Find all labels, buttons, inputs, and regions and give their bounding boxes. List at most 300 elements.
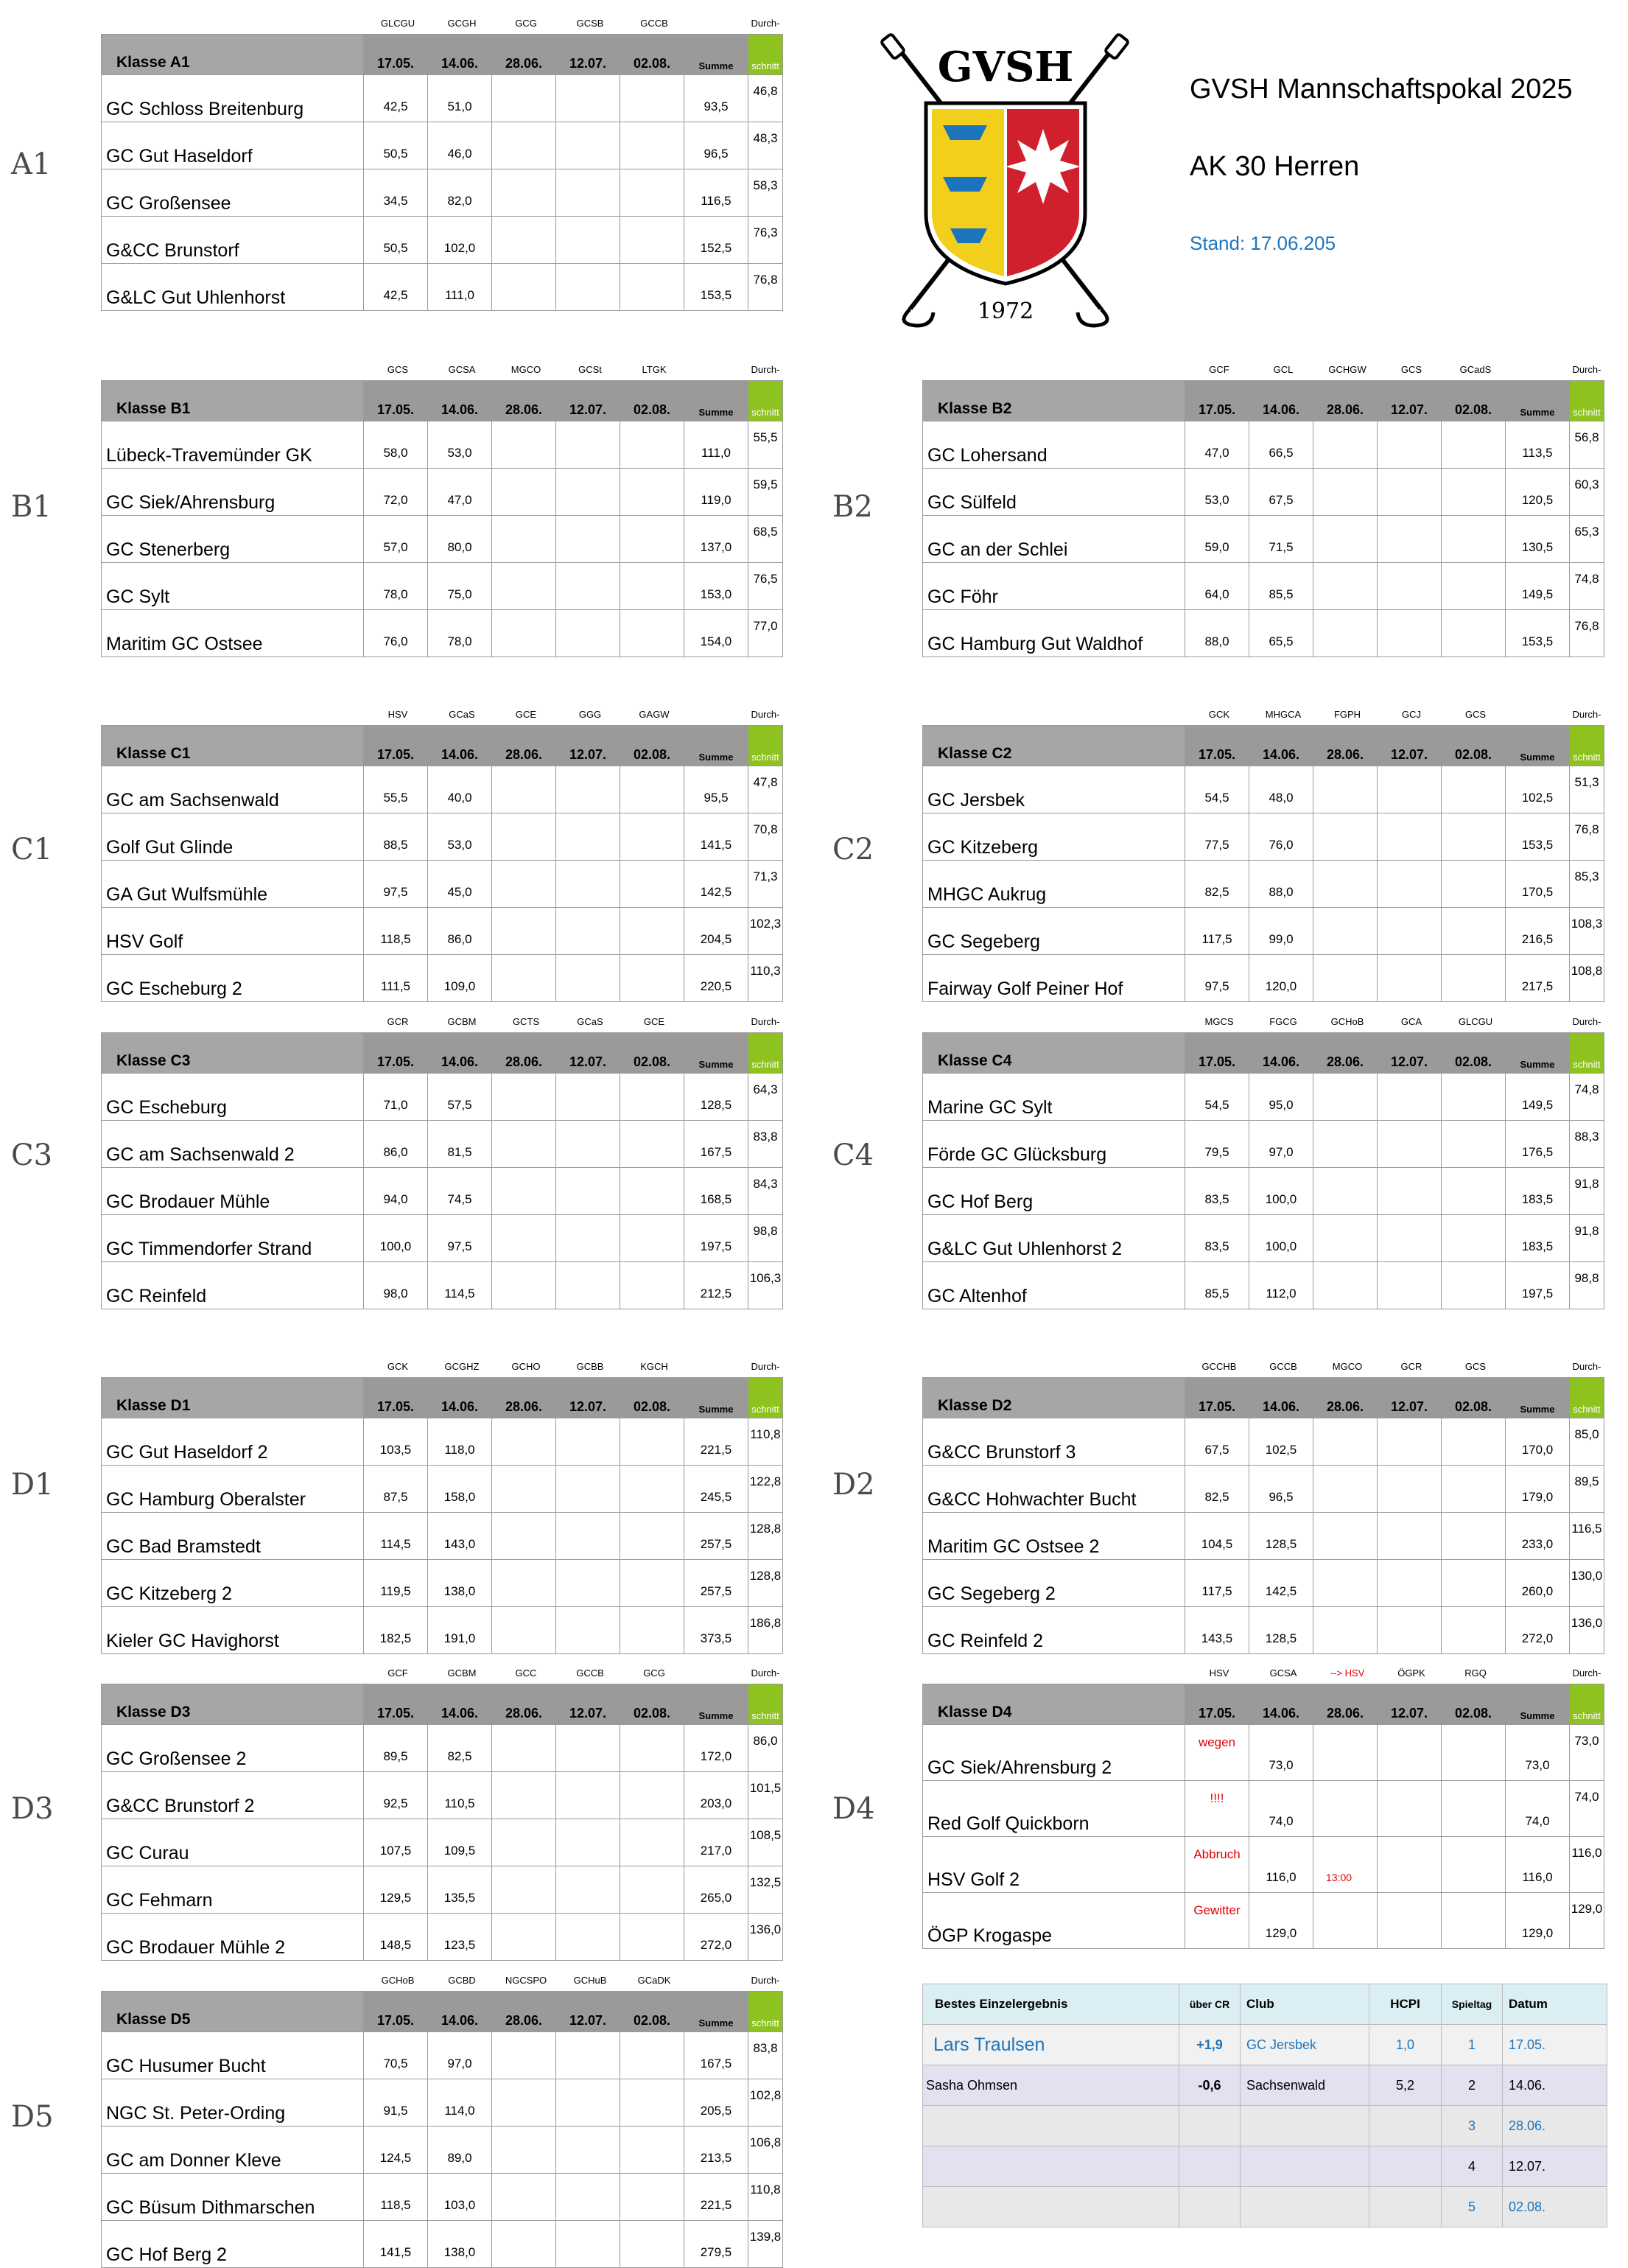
score-round-3	[1313, 1560, 1378, 1607]
host-club: GCS	[387, 364, 409, 375]
score-round-1: 91,5	[364, 2079, 428, 2127]
score-round-2: 128,5	[1249, 1513, 1313, 1560]
score-round-3	[492, 1121, 556, 1168]
table-header	[102, 35, 783, 75]
team-name: Maritim GC Ostsee 2	[923, 1513, 1185, 1560]
round-date: 14.06.	[428, 1992, 492, 2032]
host-club: GCHGW	[1328, 364, 1366, 375]
score-round-4	[556, 955, 620, 1002]
best-name	[923, 2187, 1179, 2227]
svg-text:GVSH: GVSH	[937, 43, 1074, 91]
score-round-3	[1313, 1262, 1378, 1309]
team-sum: 142,5	[684, 861, 748, 908]
round-date: 17.05.	[1185, 1684, 1249, 1725]
score-round-4	[556, 2079, 620, 2127]
team-name: GC Segeberg	[923, 908, 1185, 955]
host-club: GCCHB	[1201, 1361, 1237, 1372]
round-date: 17.05.	[364, 381, 428, 421]
round-date: 14.06.	[1249, 1684, 1313, 1725]
score-round-2: 71,5	[1249, 516, 1313, 563]
team-name: GC Reinfeld	[102, 1262, 364, 1309]
durch-label: Durch-	[751, 709, 780, 720]
score-round-3	[492, 469, 556, 516]
score-round-5	[1442, 1168, 1506, 1215]
team-sum: 167,5	[684, 2032, 748, 2079]
team-name: GC Büsum Dithmarschen	[102, 2174, 364, 2221]
score-round-2: 80,0	[428, 516, 492, 563]
score-round-4	[1378, 421, 1442, 469]
score-round-3	[1313, 421, 1378, 469]
host-club: GCS	[1464, 1361, 1487, 1372]
score-round-3	[1313, 813, 1378, 861]
score-round-3	[492, 1819, 556, 1866]
round-date: 17.05.	[1185, 1033, 1249, 1074]
score-round-2: 109,0	[428, 955, 492, 1002]
host-club: --> HSV	[1330, 1667, 1365, 1679]
score-round-2: 100,0	[1249, 1215, 1313, 1262]
schnitt-header: schnitt	[748, 726, 783, 766]
team-name: G&CC Brunstorf 3	[923, 1418, 1185, 1466]
group-label: C4	[832, 1138, 874, 1172]
score-round-2: 114,0	[428, 2079, 492, 2127]
score-round-3	[1313, 1418, 1378, 1466]
score-round-5	[620, 766, 684, 813]
team-name: GC Hamburg Oberalster	[102, 1466, 364, 1513]
table-row	[923, 421, 1604, 469]
best-name: Lars Traulsen	[923, 2025, 1179, 2065]
host-club: GCSA	[1269, 1667, 1297, 1679]
table-row	[102, 421, 783, 469]
schnitt-header: schnitt	[748, 1378, 783, 1418]
score-round-1: 77,5	[1185, 813, 1249, 861]
score-round-3	[492, 122, 556, 169]
team-name: ÖGP Krogaspe	[923, 1893, 1185, 1949]
host-club: GCCB	[1269, 1361, 1297, 1372]
score-round-4	[1378, 908, 1442, 955]
table-row	[102, 516, 783, 563]
team-sum: 170,0	[1506, 1418, 1570, 1466]
team-sum: 213,5	[684, 2127, 748, 2174]
host-club: RGQ	[1464, 1667, 1487, 1679]
best-name: Sasha Ohmsen	[923, 2065, 1179, 2106]
best-hcpi: 5,2	[1369, 2065, 1442, 2106]
group-table	[101, 1684, 783, 1961]
table-row	[923, 1560, 1604, 1607]
score-round-2: 74,5	[428, 1168, 492, 1215]
score-round-4	[1378, 1725, 1442, 1781]
score-round-5	[1442, 516, 1506, 563]
team-sum: 245,5	[684, 1466, 748, 1513]
host-club: GCSA	[448, 364, 476, 375]
score-round-3	[492, 1262, 556, 1309]
best-date: 12.07.	[1503, 2146, 1607, 2187]
table-header	[923, 726, 1604, 766]
table-row	[102, 813, 783, 861]
table-row	[102, 1418, 783, 1466]
round-date: 14.06.	[428, 1033, 492, 1074]
score-round-3	[492, 1772, 556, 1819]
score-round-5	[620, 1466, 684, 1513]
team-sum: 203,0	[684, 1772, 748, 1819]
team-name: NGC St. Peter-Ording	[102, 2079, 364, 2127]
score-round-4	[556, 1819, 620, 1866]
stand-date: Stand: 17.06.205	[1190, 232, 1336, 254]
round-date: 17.05.	[364, 726, 428, 766]
team-name: Marine GC Sylt	[923, 1074, 1185, 1121]
score-round-1: 143,5	[1185, 1607, 1249, 1654]
score-round-4	[1378, 955, 1442, 1002]
score-round-4	[556, 2221, 620, 2268]
round-note: Abbruch	[1185, 1837, 1249, 1893]
table-row	[102, 1215, 783, 1262]
group-table	[101, 725, 783, 1002]
host-club: GCBM	[447, 1667, 477, 1679]
team-average: 58,3	[748, 169, 783, 217]
score-round-2: 103,0	[428, 2174, 492, 2221]
summe-header: Summe	[684, 1992, 748, 2032]
score-round-4	[1378, 1121, 1442, 1168]
score-round-2: 88,0	[1249, 861, 1313, 908]
score-round-1: 104,5	[1185, 1513, 1249, 1560]
team-name: GC Segeberg 2	[923, 1560, 1185, 1607]
team-average: 51,3	[1570, 766, 1604, 813]
round-date: 17.05.	[364, 1992, 428, 2032]
team-average: 46,8	[748, 75, 783, 122]
score-round-4	[556, 1168, 620, 1215]
team-average: 56,8	[1570, 421, 1604, 469]
table-row	[102, 2127, 783, 2174]
host-club: LTGK	[642, 364, 667, 375]
round-date: 12.07.	[1378, 1378, 1442, 1418]
score-round-1: 103,5	[364, 1418, 428, 1466]
group-table	[922, 1377, 1604, 1654]
team-name: GC Brodauer Mühle 2	[102, 1914, 364, 1961]
team-name: GC Hof Berg 2	[102, 2221, 364, 2268]
team-name: GC Hof Berg	[923, 1168, 1185, 1215]
round-date: 28.06.	[492, 1033, 556, 1074]
best-header-cr: über CR	[1179, 1984, 1241, 2025]
round-date: 17.05.	[1185, 381, 1249, 421]
team-name: G&CC Brunstorf	[102, 217, 364, 264]
host-clubs	[101, 1357, 782, 1377]
score-round-3	[492, 1074, 556, 1121]
team-average: 132,5	[748, 1866, 783, 1914]
score-round-2: 111,0	[428, 264, 492, 311]
team-sum: 272,0	[1506, 1607, 1570, 1654]
round-date: 14.06.	[428, 1378, 492, 1418]
score-round-3	[492, 264, 556, 311]
score-round-4	[1378, 1560, 1442, 1607]
table-header	[102, 1033, 783, 1074]
class-name: Klasse D1	[102, 1378, 364, 1418]
score-round-4	[556, 1466, 620, 1513]
team-name: Lübeck-Travemünder GK	[102, 421, 364, 469]
team-sum: 153,5	[684, 264, 748, 311]
score-round-5	[620, 75, 684, 122]
score-round-4	[556, 217, 620, 264]
score-round-5	[620, 2032, 684, 2079]
score-round-2: 66,5	[1249, 421, 1313, 469]
team-sum: 217,5	[1506, 955, 1570, 1002]
table-row	[102, 2032, 783, 2079]
best-club: GC Jersbek	[1241, 2025, 1369, 2065]
score-round-5	[620, 1418, 684, 1466]
score-round-5	[620, 1560, 684, 1607]
best-result-table	[922, 1984, 1607, 2227]
team-average: 108,8	[1570, 955, 1604, 1002]
group-table	[922, 725, 1604, 1002]
score-round-2: 53,0	[428, 421, 492, 469]
round-date: 12.07.	[556, 35, 620, 75]
team-name: GC Stenerberg	[102, 516, 364, 563]
score-round-4	[1378, 1418, 1442, 1466]
score-round-1: 141,5	[364, 2221, 428, 2268]
team-average: 130,0	[1570, 1560, 1604, 1607]
round-date: 02.08.	[620, 1033, 684, 1074]
score-round-5	[620, 1607, 684, 1654]
score-round-2: 95,0	[1249, 1074, 1313, 1121]
score-round-2: 46,0	[428, 122, 492, 169]
team-sum: 113,5	[1506, 421, 1570, 469]
score-round-2: 138,0	[428, 2221, 492, 2268]
table-row	[923, 1781, 1604, 1837]
host-club: GCC	[515, 1667, 537, 1679]
score-round-1: 57,0	[364, 516, 428, 563]
team-average: 98,8	[1570, 1262, 1604, 1309]
score-round-5	[620, 1819, 684, 1866]
table-row	[102, 1866, 783, 1914]
round-date: 02.08.	[1442, 1378, 1506, 1418]
table-row	[923, 610, 1604, 657]
score-round-3	[492, 2221, 556, 2268]
score-round-4	[556, 122, 620, 169]
score-round-4	[556, 1866, 620, 1914]
score-round-4	[556, 1418, 620, 1466]
score-round-1: 50,5	[364, 122, 428, 169]
score-round-4	[1378, 1168, 1442, 1215]
team-average: 76,8	[1570, 813, 1604, 861]
score-round-4	[556, 1215, 620, 1262]
host-club: FGPH	[1333, 709, 1361, 720]
score-round-3	[492, 516, 556, 563]
team-sum: 183,5	[1506, 1168, 1570, 1215]
group-label: D5	[11, 2100, 54, 2134]
score-round-1: 70,5	[364, 2032, 428, 2079]
score-round-4	[556, 1074, 620, 1121]
host-club: GCBD	[448, 1975, 476, 1986]
class-name: Klasse C1	[102, 726, 364, 766]
score-round-5	[620, 169, 684, 217]
score-round-4	[556, 2174, 620, 2221]
score-round-3	[492, 75, 556, 122]
score-round-4	[1378, 1074, 1442, 1121]
team-name: GC Großensee 2	[102, 1725, 364, 1772]
group-table	[101, 1032, 783, 1309]
team-average: 91,8	[1570, 1168, 1604, 1215]
score-round-1: 47,0	[1185, 421, 1249, 469]
score-round-1: 53,0	[1185, 469, 1249, 516]
table-row	[102, 2221, 783, 2268]
score-round-4	[556, 1262, 620, 1309]
score-round-5	[1442, 1725, 1506, 1781]
team-name: GC Fehmarn	[102, 1866, 364, 1914]
group-block	[101, 1663, 782, 1961]
team-name: GC Escheburg	[102, 1074, 364, 1121]
host-clubs	[922, 1012, 1604, 1032]
round-date: 14.06.	[428, 1684, 492, 1725]
team-name: GC Bad Bramstedt	[102, 1513, 364, 1560]
team-name: G&LC Gut Uhlenhorst	[102, 264, 364, 311]
team-name: GC an der Schlei	[923, 516, 1185, 563]
score-round-1: 59,0	[1185, 516, 1249, 563]
round-date: 02.08.	[1442, 1684, 1506, 1725]
table-row	[923, 1513, 1604, 1560]
team-name: GA Gut Wulfsmühle	[102, 861, 364, 908]
schnitt-header: schnitt	[1570, 1684, 1604, 1725]
host-club: GCTS	[512, 1016, 540, 1027]
score-round-5	[1442, 563, 1506, 610]
team-average: 89,5	[1570, 1466, 1604, 1513]
score-round-3	[492, 2127, 556, 2174]
score-round-4	[556, 2032, 620, 2079]
group-label: C3	[11, 1138, 53, 1172]
team-sum: 197,5	[1506, 1262, 1570, 1309]
score-round-4	[1378, 861, 1442, 908]
team-sum: 216,5	[1506, 908, 1570, 955]
team-name: G&CC Hohwachter Bucht	[923, 1466, 1185, 1513]
score-round-4	[1378, 1513, 1442, 1560]
team-name: Maritim GC Ostsee	[102, 610, 364, 657]
team-sum: 205,5	[684, 2079, 748, 2127]
score-round-5	[1442, 1418, 1506, 1466]
team-sum: 116,0	[1506, 1837, 1570, 1893]
score-round-3	[1313, 469, 1378, 516]
team-average: 139,8	[748, 2221, 783, 2268]
table-row	[923, 1215, 1604, 1262]
score-round-2: 143,0	[428, 1513, 492, 1560]
group-block	[922, 1663, 1604, 1949]
table-row	[923, 1121, 1604, 1168]
score-round-4	[1378, 1607, 1442, 1654]
team-name: GC am Sachsenwald	[102, 766, 364, 813]
score-round-1: 97,5	[364, 861, 428, 908]
score-round-5	[620, 469, 684, 516]
group-label: C1	[11, 833, 53, 867]
score-round-3	[492, 1168, 556, 1215]
round-date: 28.06.	[1313, 1033, 1378, 1074]
score-round-1: 117,5	[1185, 908, 1249, 955]
table-row	[102, 563, 783, 610]
best-cr: -0,6	[1179, 2065, 1241, 2106]
host-club: GCSB	[576, 18, 604, 29]
round-date: 12.07.	[556, 1684, 620, 1725]
team-sum: 176,5	[1506, 1121, 1570, 1168]
team-average: 88,3	[1570, 1121, 1604, 1168]
score-round-1: 82,5	[1185, 1466, 1249, 1513]
table-row	[102, 1262, 783, 1309]
summe-header: Summe	[684, 726, 748, 766]
score-round-3	[1313, 1725, 1378, 1781]
score-round-2: 57,5	[428, 1074, 492, 1121]
class-name: Klasse C2	[923, 726, 1185, 766]
summe-header: Summe	[684, 35, 748, 75]
round-date: 02.08.	[620, 1684, 684, 1725]
score-round-4	[556, 610, 620, 657]
best-row	[923, 2187, 1607, 2227]
team-name: GC Siek/Ahrensburg 2	[923, 1725, 1185, 1781]
host-club: MGCO	[510, 364, 541, 375]
host-club: GGG	[578, 709, 602, 720]
score-round-1: 182,5	[364, 1607, 428, 1654]
class-name: Klasse D2	[923, 1378, 1185, 1418]
score-round-2: 102,0	[428, 217, 492, 264]
table-row	[102, 2174, 783, 2221]
class-name: Klasse C3	[102, 1033, 364, 1074]
round-date: 02.08.	[1442, 726, 1506, 766]
team-average: 73,0	[1570, 1725, 1604, 1781]
score-round-4	[556, 766, 620, 813]
team-average: 60,3	[1570, 469, 1604, 516]
best-date: 14.06.	[1503, 2065, 1607, 2106]
host-club: GCGH	[447, 18, 477, 29]
host-clubs	[101, 704, 782, 725]
score-round-2: 47,0	[428, 469, 492, 516]
score-round-3	[1313, 955, 1378, 1002]
team-average: 74,0	[1570, 1781, 1604, 1837]
host-club: GLCGU	[1458, 1016, 1493, 1027]
score-round-1: 117,5	[1185, 1560, 1249, 1607]
round-date: 28.06.	[1313, 381, 1378, 421]
group-table	[101, 380, 783, 657]
score-round-4	[556, 1914, 620, 1961]
gvsh-crest-logo	[880, 29, 1131, 339]
round-date: 14.06.	[428, 726, 492, 766]
score-round-1: 67,5	[1185, 1418, 1249, 1466]
score-round-2: 138,0	[428, 1560, 492, 1607]
host-club: GCJ	[1402, 709, 1421, 720]
host-club: MGCO	[1332, 1361, 1363, 1372]
team-average: 83,8	[748, 1121, 783, 1168]
table-row	[102, 1121, 783, 1168]
score-round-2: 135,5	[428, 1866, 492, 1914]
team-average: 84,3	[748, 1168, 783, 1215]
score-round-5	[620, 421, 684, 469]
score-round-4	[1378, 1215, 1442, 1262]
score-round-5	[620, 1074, 684, 1121]
best-header-club: Club	[1241, 1984, 1369, 2025]
durch-label: Durch-	[1572, 1667, 1601, 1679]
table-row	[923, 766, 1604, 813]
durch-label: Durch-	[751, 364, 780, 375]
host-club: GCL	[1273, 364, 1294, 375]
score-round-4	[556, 1513, 620, 1560]
team-sum: 197,5	[684, 1215, 748, 1262]
summe-header: Summe	[1506, 1684, 1570, 1725]
team-average: 122,8	[748, 1466, 783, 1513]
page-subtitle: AK 30 Herren	[1190, 151, 1360, 182]
score-round-2: 116,0	[1249, 1837, 1313, 1893]
table-row	[102, 1914, 783, 1961]
group-block	[101, 1012, 782, 1309]
durch-label: Durch-	[751, 1975, 780, 1986]
score-round-4	[556, 264, 620, 311]
team-sum: 221,5	[684, 1418, 748, 1466]
round-date: 28.06.	[492, 1684, 556, 1725]
team-sum: 141,5	[684, 813, 748, 861]
score-round-1: 79,5	[1185, 1121, 1249, 1168]
schnitt-header: schnitt	[1570, 381, 1604, 421]
team-sum: 220,5	[684, 955, 748, 1002]
